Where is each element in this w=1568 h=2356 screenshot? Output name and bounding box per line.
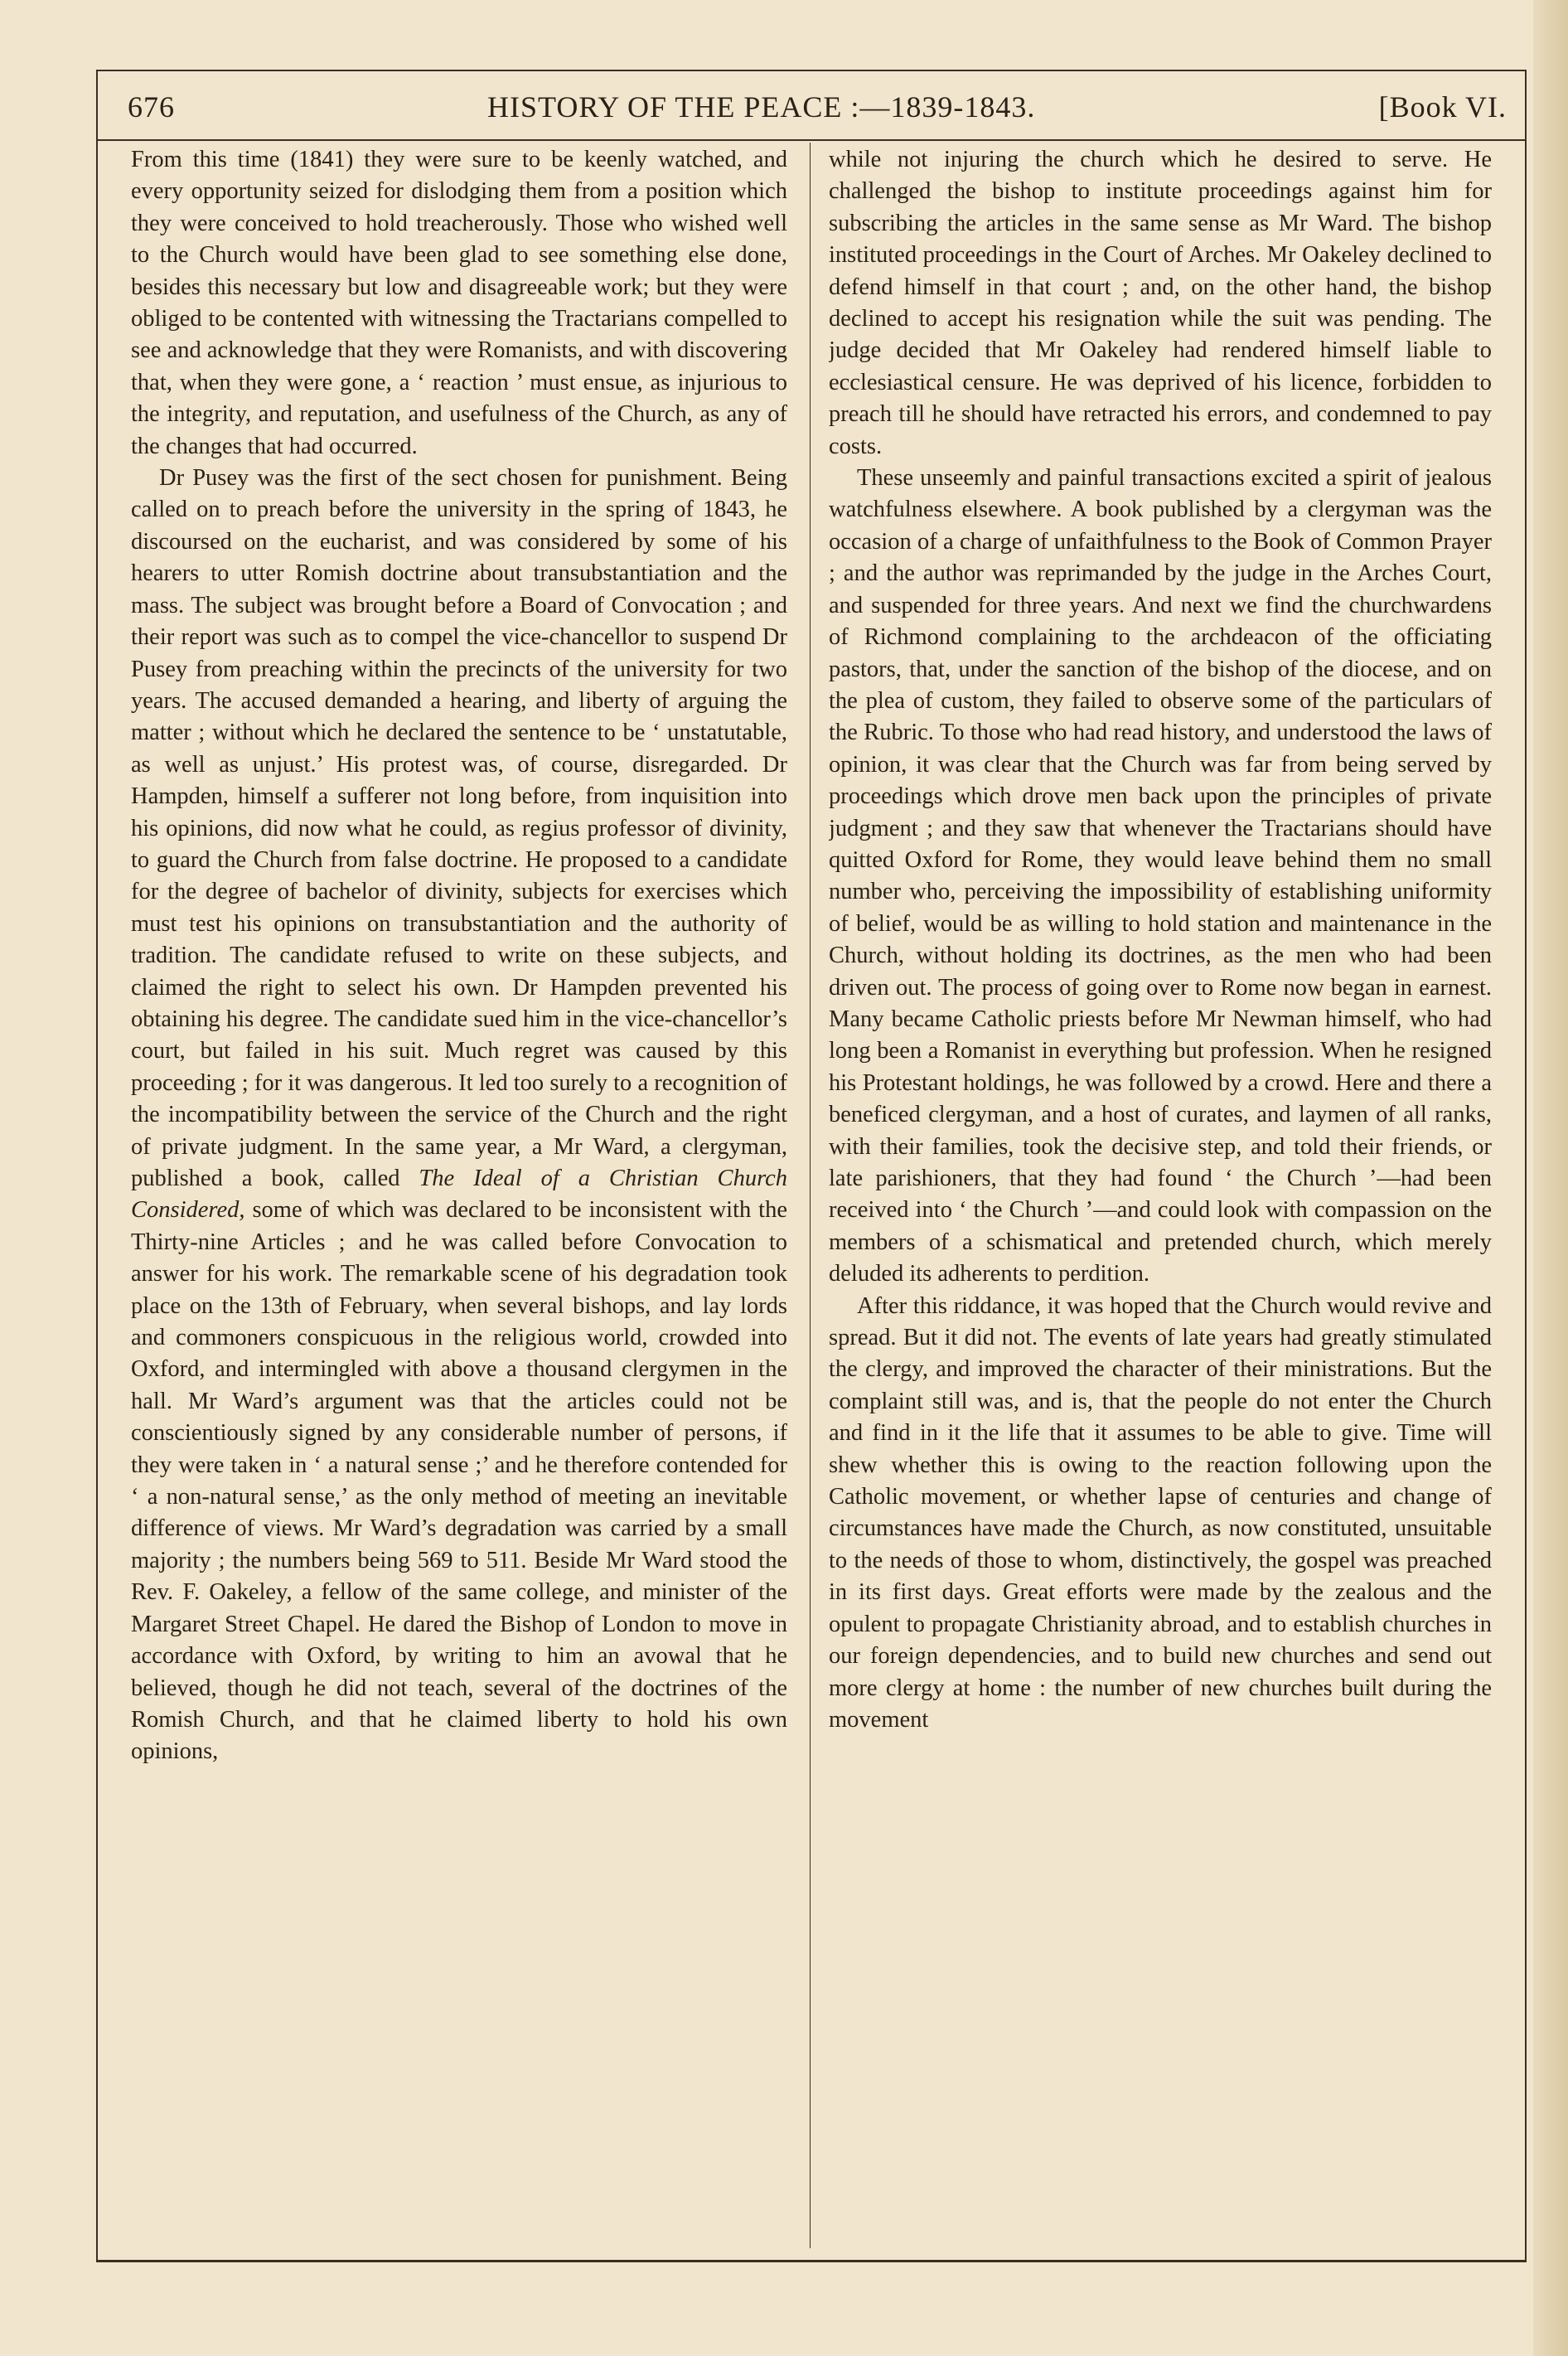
- running-title: HISTORY OF THE PEACE :—1839-1843.: [487, 90, 1036, 124]
- running-header: [106, 86, 1523, 133]
- header-rule: [96, 139, 1527, 141]
- paragraph: [131, 463, 787, 1768]
- page-number: 676: [128, 90, 175, 124]
- paragraph: while not injuring the church which he desired to serve. He challenged the bishop to institute proceedings against him for subscribing the articles in the same sense as Mr Ward. The bishop instituted proceedings in the Court of Arches. Mr Oakeley declined to defend himself in that court ; and, on the other hand, the bishop declined to accept his resignation while the suit was pending. The judge decided that Mr Oakeley had rendered himself liable to ecclesiastical censure. He was deprived of his licence, forbidden to preach till he should have retracted his errors, and condemned to pay costs.: [829, 147, 1492, 459]
- column-divider: [810, 143, 811, 2248]
- paragraph: After this riddance, it was hoped that the Church would revive and spread. But it did not. The events of late years had greatly stimulated the clergy, and improved the character of their ministrations. But the complaint still was, and is, that the people do not enter the Church and find in it the life that it assumes to be able to give. Time will shew whether this is owing to the reaction following upon the Catholic movement, or whether lapse of centuries and change of circumstances have made the Church, as now constituted, unsuitable to the needs of those to whom, distinctively, the gospel was preached in its first days. Great efforts were made by the zealous and the opulent to propagate Christianity abroad, and to establish churches in our foreign dependencies, and to build new churches and send out more clergy at home : the number of new churches built during the movement: [829, 1292, 1492, 1733]
- page-edge: [1533, 0, 1568, 2356]
- right-column: [829, 144, 1492, 2250]
- paragraph: From this time (1841) they were sure to be keenly watched, and every opportunity seized for dislodging them from a position which they were conceived to hold treacherously. Those who wished well to the Church would have been glad to see something else done, besides this necessary but low and disagreeable work; but they were obliged to be contented with witnessing the Tractarians compelled to see and acknowledge that they were Romanists, and with discovering that, when they were gone, a ‘ reaction ’ must ensue, as injurious to the integrity, and reputation, and usefulness of the Church, as any of the changes that had occurred.: [131, 147, 787, 459]
- paragraph: These unseemly and painful transactions excited a spirit of jealous watchfulness elsewhere. A book published by a clergyman was the occasion of a charge of unfaithfulness to the Book of Common Prayer ; and the author was reprimanded by the judge in the Arches Court, and suspended for three years. And next we find the churchwardens of Richmond complaining to the archdeacon of the officiating pastors, that, under the sanction of the bishop of the diocese, and on the plea of custom, they failed to observe some of the particulars of the Rubric. To those who had read history, and understood the laws of opinion, it was clear that the Church was far from being served by proceedings which drove men back upon the principles of private judgment ; and they saw that whenever the Tractarians should have quitted Oxford for Rome, they would leave behind them no small number who, perceiving the impossibility of establishing uniformity of belief, would be as willing to hold station and maintenance in the Church, without holding its doctrines, as the men who had been driven out. The process of going over to Rome now began in earnest. Many became Catholic priests before Mr Newman himself, who had long been a Romanist in everything but profession. When he resigned his Protestant holdings, he was followed by a crowd. Here and there a beneficed clergyman, and a host of curates, and laymen of all ranks, with their families, took the decisive step, and told their friends, or late parishioners, that they had found ‘ the Church ’—had been received into ‘ the Church ’—and could look with compassion on the members of a schismatical and pretended church, which merely deluded its adherents to perdition.: [829, 465, 1492, 1287]
- left-column: [131, 144, 787, 2250]
- paragraph-text: some of which was declared to be inconsistent with the Thirty-nine Articles ; and he was called before Convocation to answer for his work. The remarkable scene of his degradation took place on the 13th of February, when several bishops, and lay lords and commoners conspicuous in the religious world, crowded into Oxford, and intermingled with above a thousand clergymen in the hall. Mr Ward’s argument was that the articles could not be conscientiously signed by any considerable number of persons, if they were taken in ‘ a natural sense ;’ and he therefore contended for ‘ a non-natural sense,’ as the only method of meeting an inevitable difference of views. Mr Ward’s degradation was carried by a small majority ; the numbers being 569 to 511. Beside Mr Ward stood the Rev. F. Oakeley, a fellow of the same college, and minister of the Margaret Street Chapel. He dared the Bishop of London to move in accordance with Oxford, by writing to him an avowal that he believed, though he did not teach, several of the doctrines of the Romish Church, and that he claimed liberty to hold his own opinions,: [131, 1197, 787, 1765]
- book-reference: [Book VI.: [1378, 90, 1507, 124]
- paragraph-text: Dr Pusey was the first of the sect chosen for punishment. Being called on to preach before the university in the spring of 1843, he discoursed on the eucharist, and was considered by some of his hearers to utter Romish doctrine about transubstantiation and the mass. The subject was brought before a Board of Convocation ; and their report was such as to compel the vice-chancellor to suspend Dr Pusey from preaching within the precincts of the university for two years. The accused demanded a hearing, and liberty of arguing the matter ; without which he declared the sentence to be ‘ unstatutable, as well as unjust.’ His protest was, of course, disregarded. Dr Hampden, himself a sufferer not long before, from inquisition into his opinions, did now what he could, as regius professor of divinity, to guard the Church from false doctrine. He proposed to a candidate for the degree of bachelor of divinity, subjects for exercises which must test his opinions on transubstantiation and the authority of tradition. The candidate refused to write on these subjects, and claimed the right to select his own. Dr Hampden prevented his obtaining his degree. The candidate sued him in the vice-chancellor’s court, but failed in his suit. Much regret was caused by this proceeding ; for it was dangerous. It led too surely to a recognition of the incompatibility between the service of the Church and the right of private judgment. In the same year, a Mr Ward, a clergyman, published a book, called: [131, 465, 787, 1191]
- book-title: The Ideal of a Christian Church Considered,: [131, 1166, 787, 1224]
